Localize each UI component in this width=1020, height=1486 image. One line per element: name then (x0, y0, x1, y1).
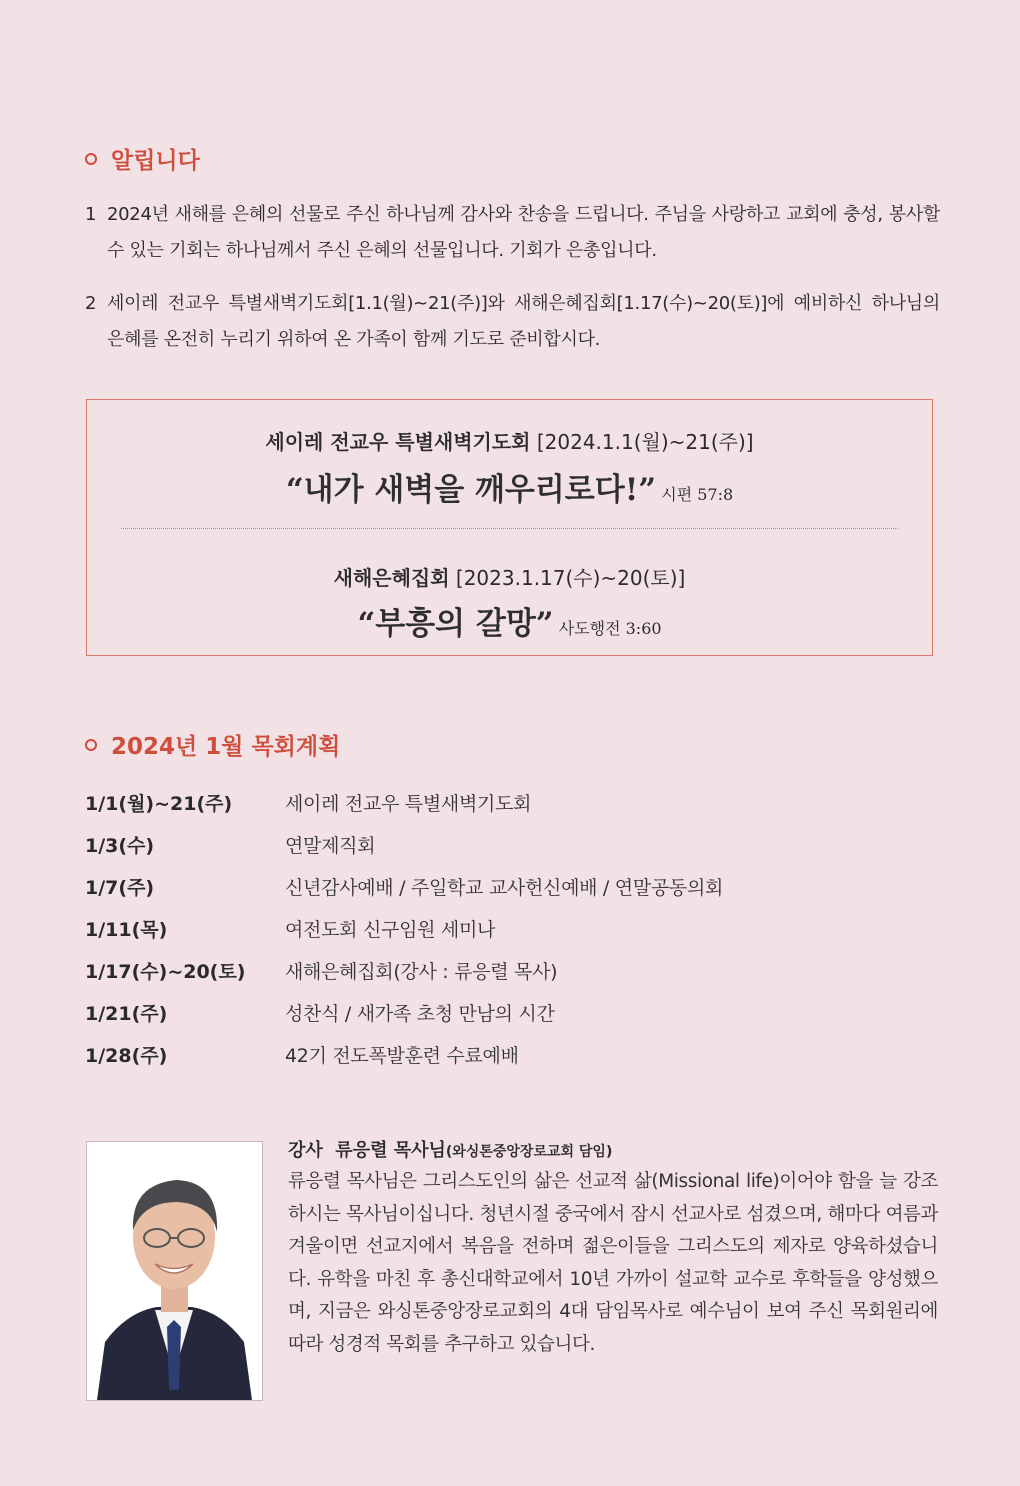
notice-item-1 (85, 197, 940, 269)
schedule-date: 1/17(수)~20(토) (85, 960, 246, 983)
schedule-row (85, 991, 945, 1033)
notice-item-number: 1 (85, 204, 97, 225)
notice-item-text: 2024년 새해를 은혜의 선물로 주신 하나님께 감사와 찬송을 드립니다. 주님을 사랑하고 교회에 충성, 봉사할 수 있는 기회는 하나님께서 주신 은혜의 선물입니다. 기회가 은총입니다. (107, 204, 940, 261)
event2-date: [2023.1.17(수)~20(토)] (455, 566, 686, 590)
speaker-portrait-icon (87, 1142, 262, 1400)
circle-bullet-icon (85, 153, 97, 165)
schedule-row (85, 1033, 945, 1075)
event1-quote: “내가 새벽을 깨우리로다!” (285, 472, 657, 508)
schedule-event: 연말제직회 (285, 834, 376, 857)
event2-name: 새해은혜집회 (333, 566, 450, 590)
event1-reference: 시편 57:8 (661, 485, 734, 504)
schedule-row (85, 823, 945, 865)
event2-reference: 사도행전 3:60 (558, 619, 662, 638)
speaker-affiliation: (와싱톤중앙장로교회 담임) (445, 1144, 613, 1160)
event1-header (87, 426, 932, 455)
speaker-title-line (288, 1136, 938, 1162)
event-box (86, 399, 933, 656)
schedule-date: 1/28(주) (85, 1044, 168, 1067)
speaker-photo (86, 1141, 263, 1401)
schedule-event: 세이레 전교우 특별새벽기도회 (285, 792, 532, 815)
schedule-event: 여전도회 신구임원 세미나 (285, 918, 496, 941)
notice-item-2 (85, 286, 940, 358)
circle-bullet-icon (85, 739, 97, 751)
event1-quote-line (87, 464, 932, 509)
schedule-event: 42기 전도폭발훈련 수료예배 (285, 1044, 519, 1067)
schedule-row (85, 865, 945, 907)
schedule-event: 성찬식 / 새가족 초청 만남의 시간 (285, 1002, 555, 1025)
schedule-date: 1/11(목) (85, 918, 168, 941)
schedule-list (85, 781, 945, 1075)
speaker-bio (288, 1136, 938, 1361)
schedule-date: 1/7(주) (85, 876, 155, 899)
dotted-divider (121, 528, 898, 529)
schedule-date: 1/1(월)~21(주) (85, 792, 233, 815)
plan-heading-text: 2024년 1월 목회계획 (111, 734, 341, 760)
plan-heading (85, 728, 340, 761)
schedule-date: 1/21(주) (85, 1002, 168, 1025)
event2-header (87, 562, 932, 591)
speaker-bio-text: 류응렬 목사님은 그리스도인의 삶은 선교적 삶(Missional life)이어야 함을 늘 강조하시는 목사님이십니다. 청년시절 중국에서 잠시 선교사로 섬겼으며, 해마다 여름과 겨울이면 선교지에서 복음을 전하며 젊은이들을 그리스도의 제자로 양육하셨습니다. 유학을 마친 후 총신대학교에서 10년 가까이 설교학 교수로 후학들을 양성했으며, 지금은 와싱톤중앙장로교회의 4대 담임목사로 예수님이 보여 주신 목회원리에 따라 성경적 목회를 추구하고 있습니다. (288, 1171, 938, 1355)
schedule-row (85, 907, 945, 949)
event2-quote: “부흥의 갈망” (357, 606, 554, 642)
event1-date: [2024.1.1(월)~21(주)] (536, 430, 754, 454)
schedule-event: 신년감사예배 / 주일학교 교사헌신예배 / 연말공동의회 (285, 876, 724, 899)
notice-item-text: 세이레 전교우 특별새벽기도회[1.1(월)~21(주)]와 새해은혜집회[1.17(수)~20(토)]에 예비하신 하나님의 은혜를 온전히 누리기 위하여 온 가족이 함께 기도로 준비합시다. (107, 293, 940, 350)
notice-heading (85, 142, 200, 175)
speaker-title: 강사 류응렬 목사님 (288, 1140, 446, 1161)
schedule-event: 새해은혜집회(강사 : 류응렬 목사) (285, 960, 558, 983)
event1-name: 세이레 전교우 특별새벽기도회 (265, 430, 531, 454)
notice-heading-text: 알립니다 (111, 148, 200, 174)
schedule-row (85, 949, 945, 991)
schedule-row (85, 781, 945, 823)
schedule-date: 1/3(수) (85, 834, 155, 857)
event2-quote-line (87, 598, 932, 643)
notice-item-number: 2 (85, 293, 97, 314)
